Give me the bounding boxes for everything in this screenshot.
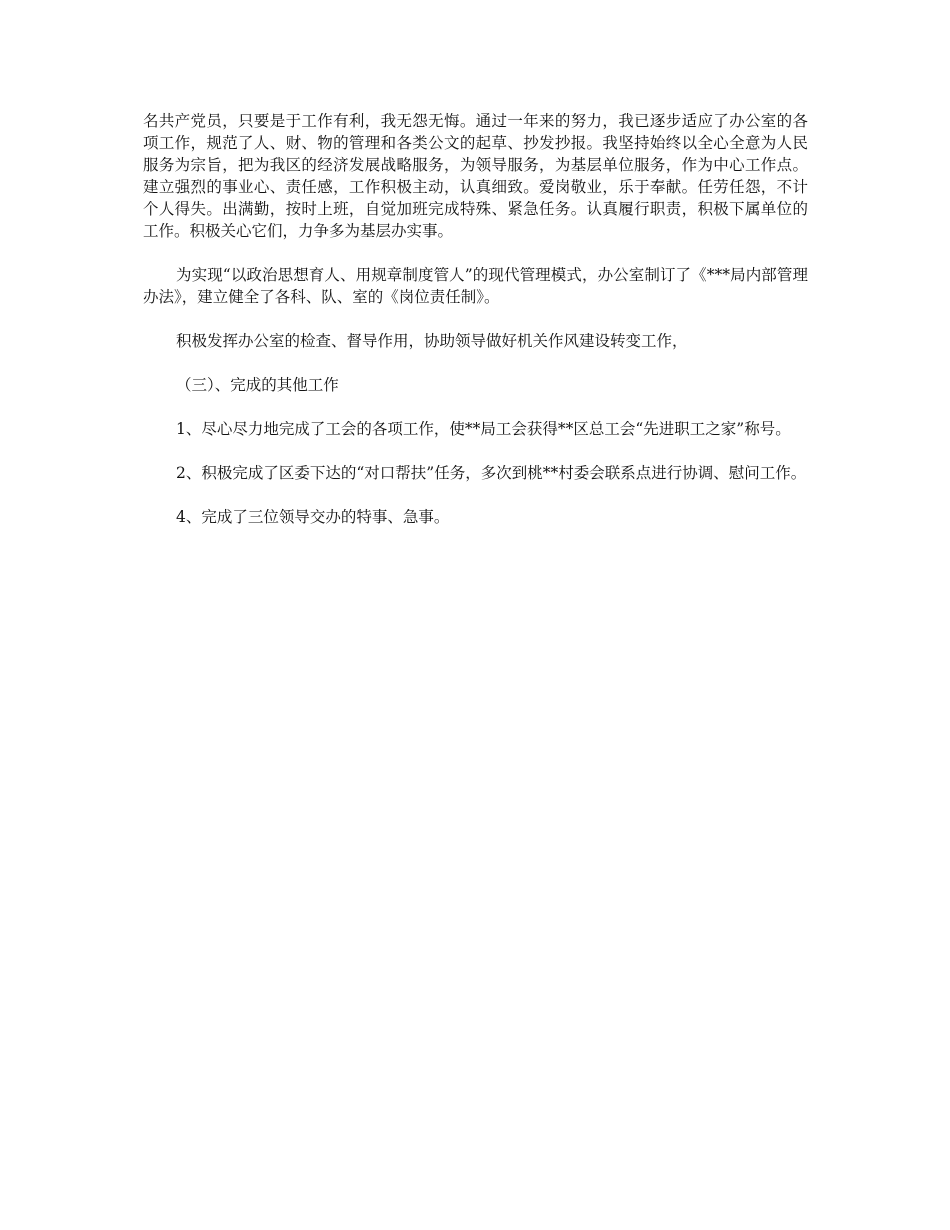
document-body: [143, 110, 808, 550]
list-item-leadership-tasks: 4、完成了三位领导交办的特事、急事。: [176, 508, 450, 526]
list-item-union-work: 1、尽心尽力地完成了工会的各项工作，使**局工会获得**区总工会“先进职工之家”称号。: [176, 420, 791, 438]
section-heading-other-work: （三）、完成的其他工作: [176, 376, 339, 394]
list-item-assistance-task: 2、积极完成了区委下达的“对口帮扶”任务，多次到桃**村委会联系点进行协调、慰问工作。: [176, 464, 807, 482]
paragraph-continuation: 名共产党员，只要是于工作有利，我无怨无悔。通过一年来的努力，我已逐步适应了办公室的各项工作，规范了人、财、物的管理和各类公文的起草、抄发抄报。我坚持始终以全心全意为人民服务为宗旨，把为我区的经济发展战略服务，为领导服务，为基层单位服务，作为中心工作点。建立强烈的事业心、责任感，工作积极主动，认真细致。爱岗敬业，乐于奉献。任劳任怨，不计个人得失。出满勤，按时上班，自觉加班完成特殊、紧急任务。认真履行职责，积极下属单位的工作。积极关心它们，力争多为基层办实事。: [143, 112, 808, 240]
paragraph-supervision: 积极发挥办公室的检查、督导作用，协助领导做好机关作风建设转变工作，: [176, 332, 688, 350]
paragraph-management-mode: 为实现“以政治思想育人、用规章制度管人”的现代管理模式，办公室制订了《***局内部管理办法》，建立健全了各科、队、室的《岗位责任制》。: [143, 266, 808, 306]
